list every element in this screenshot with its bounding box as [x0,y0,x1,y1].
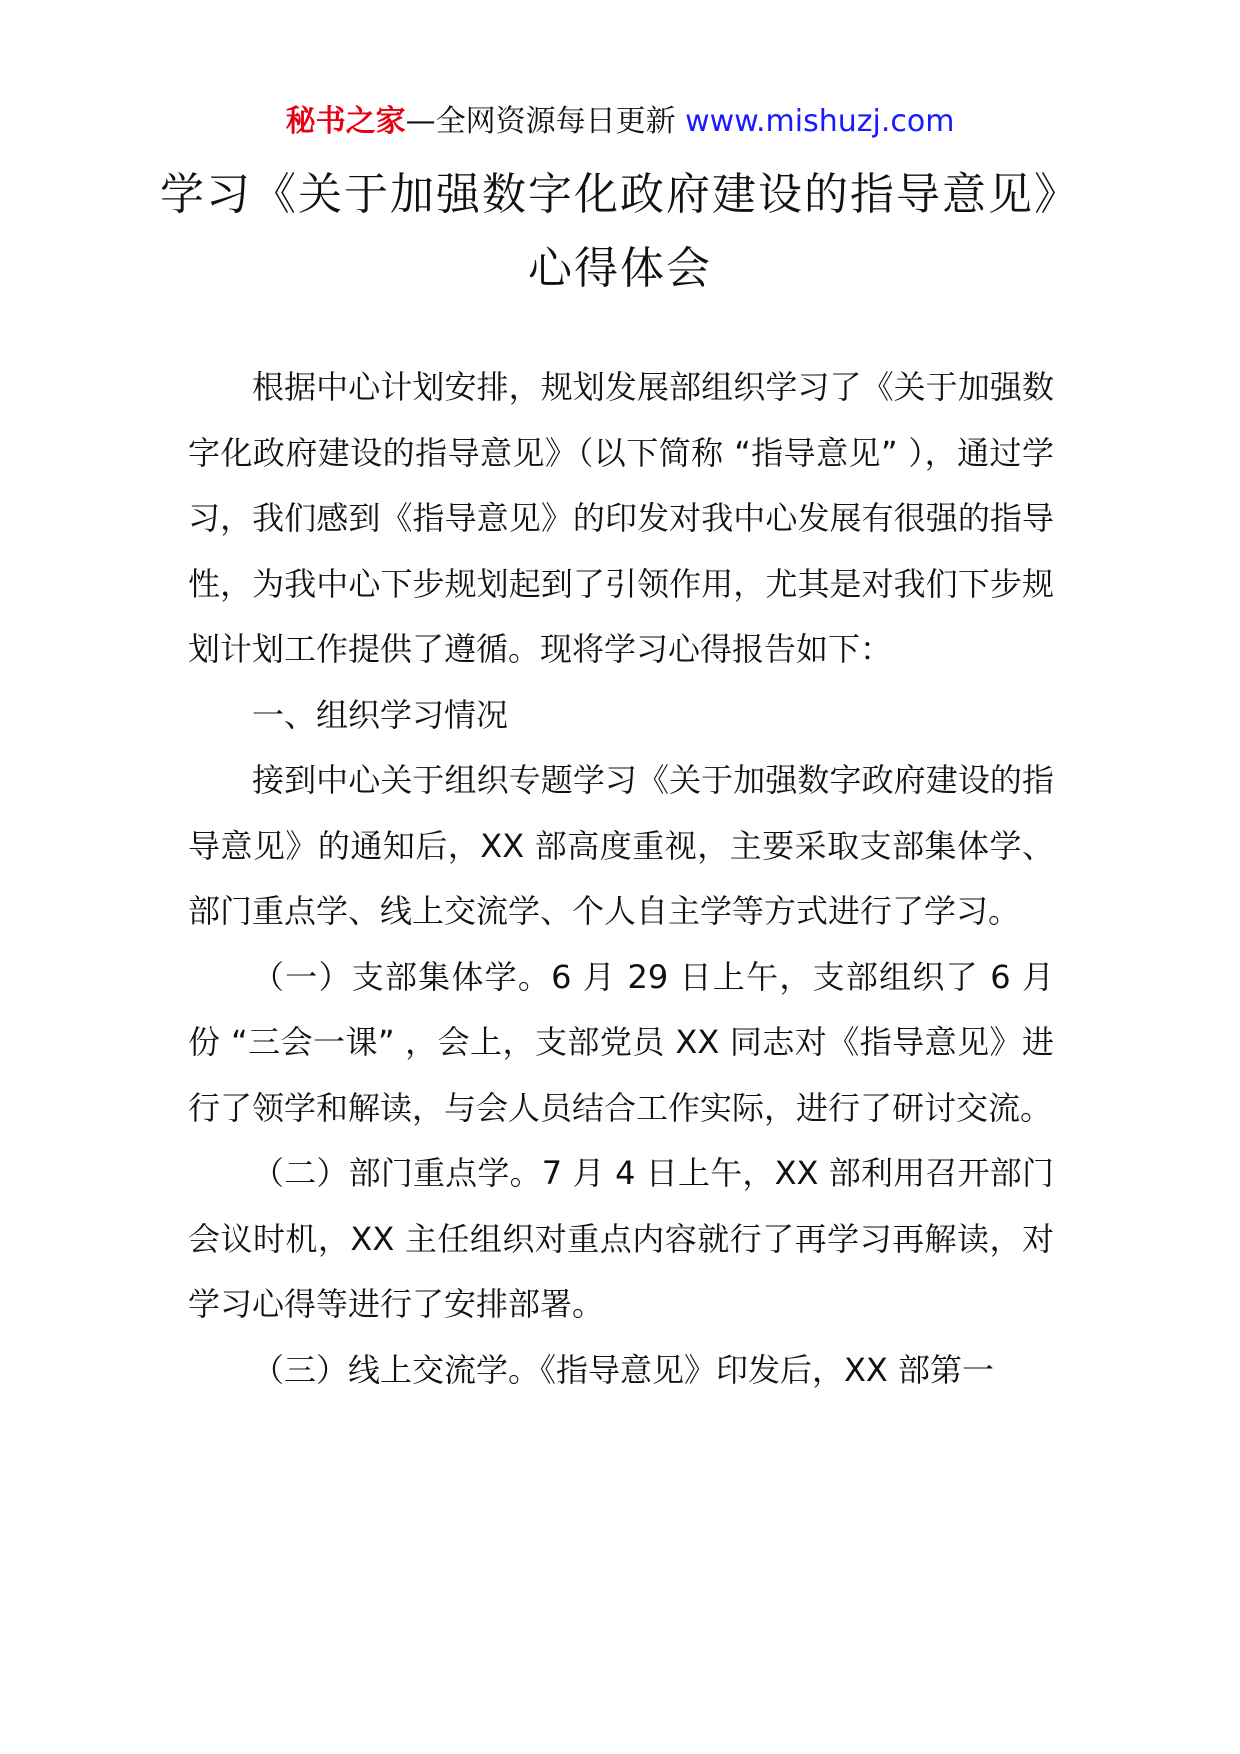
site-url-link[interactable]: www.mishuzj.com [685,104,955,139]
document-body [188,355,1054,1403]
document-title: 学习《关于加强数字化政府建设的指导意见》心得体会 [160,169,1080,294]
body-paragraph: （一）支部集体学。6 月 29 日上午，支部组织了 6 月份 “三会一课” ，会上，支部党员 XX 同志对《指导意见》进行了领学和解读，与会人员结合工作实际，进行了研讨交流。 [188,957,1054,1127]
body-paragraph: （三）线上交流学。《指导意见》印发后，XX 部第一 [252,1350,995,1389]
body-paragraph: 接到中心关于组织专题学习《关于加强数字政府建设的指导意见》的通知后，XX 部高度重视，主要采取支部集体学、部门重点学、线上交流学、个人自主学等方式进行了学习。 [188,761,1054,930]
section-heading: 一、组织学习情况 [252,695,509,734]
intro-paragraph: 根据中心计划安排，规划发展部组织学习了《关于加强数字化政府建设的指导意见》（以下简称 “指导意见” ），通过学习，我们感到《指导意见》的印发对我中心发展有很强的指导性，为我中心下步规划起到了引领作用，尤其是对我们下步规划计划工作提供了遵循。现将学习心得报告如下： [188,368,1054,668]
header-tagline: —全网资源每日更新 [405,104,686,139]
brand-name: 秘书之家 [285,104,406,139]
site-header [0,100,1240,144]
body-paragraph: （二）部门重点学。7 月 4 日上午，XX 部利用召开部门会议时机，XX 主任组织对重点内容就行了再学习再解读，对学习心得等进行了安排部署。 [188,1154,1054,1323]
